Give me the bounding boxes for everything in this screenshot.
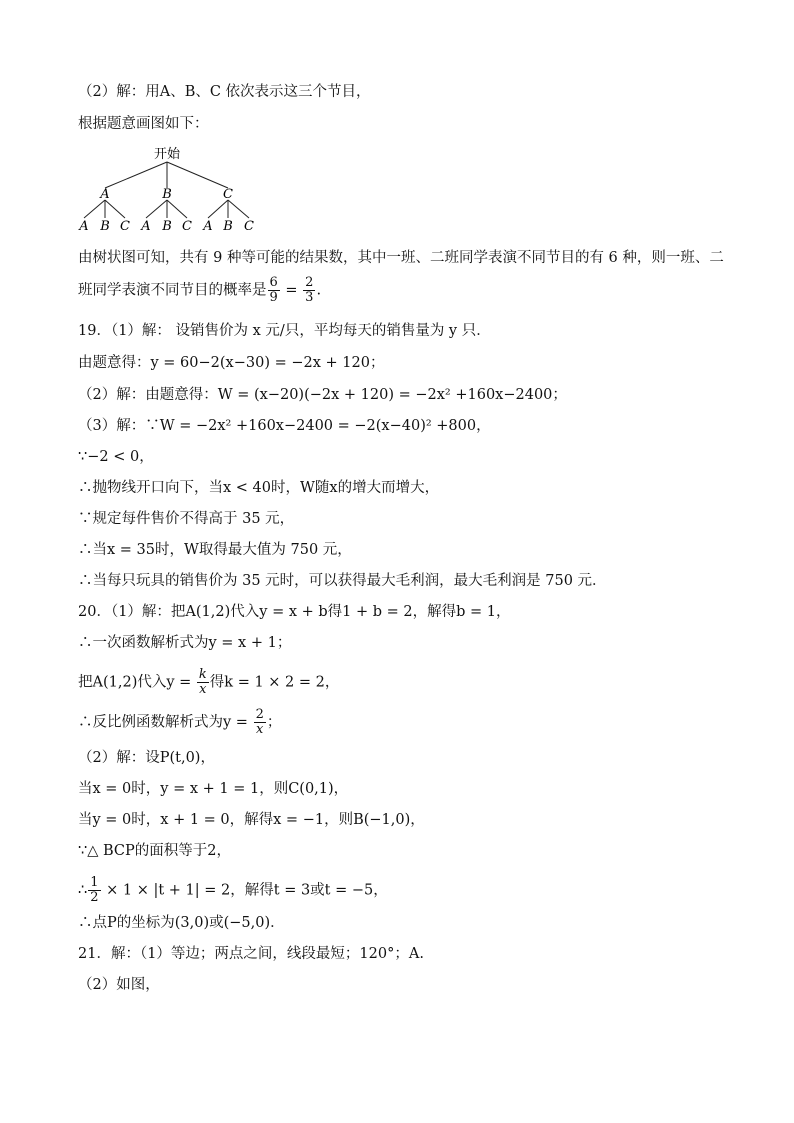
fraction-6-9: $\frac{6}{9}$ bbox=[269, 275, 278, 305]
q20-line-10: ∴点P的坐标为(3,0)或(−5,0)． bbox=[78, 915, 285, 931]
q20-line-4-suffix: ； bbox=[266, 714, 282, 731]
fraction-k-x: $\frac{k}{x}$ bbox=[198, 667, 207, 697]
q20-line-5: （2）解：设P(t,0)， bbox=[78, 750, 215, 766]
fraction-2-3: $\frac{2}{3}$ bbox=[305, 275, 314, 305]
q19-line-7: ∵规定每件售价不得高于 35 元， bbox=[78, 511, 295, 527]
q19-line-9: ∴当每只玩具的销售价为 35 元时，可以获得最大毛利润，最大毛利润是 750 元． bbox=[78, 573, 607, 589]
q19-line-2: 由题意得：y = 60−2(x−30) = −2x + 120； bbox=[78, 355, 385, 371]
q20-line-3-prefix: 把A(1,2)代入y = bbox=[78, 674, 196, 691]
q18-conclusion-prefix: 班同学表演不同节目的概率是 bbox=[78, 282, 267, 299]
fraction-2-x: $\frac{2}{x}$ bbox=[255, 707, 264, 737]
tree-l2-c3: C bbox=[244, 219, 254, 234]
q20-line-1: 20．（1）解：把A(1,2)代入y = x + b得1 + b = 2，解得b = 1， bbox=[78, 604, 511, 620]
q20-line-2: ∴一次函数解析式为y = x + 1； bbox=[78, 635, 292, 651]
q20-line-9-prefix: ∴ bbox=[78, 882, 88, 899]
q20-line-4-prefix: ∴反比例函数解析式为y = bbox=[78, 714, 253, 731]
q20-line-9-suffix: × 1 × |t + 1| = 2，解得t = 3或t = −5， bbox=[101, 882, 388, 899]
tree-l2-a3: A bbox=[203, 219, 213, 234]
tree-l1-b: B bbox=[162, 187, 172, 202]
tree-l1-a: A bbox=[100, 187, 110, 202]
period: . bbox=[316, 282, 322, 299]
q18-conclusion-2 bbox=[78, 276, 321, 305]
q19-line-6: ∴抛物线开口向下，当x < 40时，W随x的增大而增大， bbox=[78, 480, 440, 496]
equals: = bbox=[280, 282, 303, 299]
q19-line-8: ∴当x = 35时，W取得最大值为 750 元， bbox=[78, 542, 352, 558]
q20-line-9 bbox=[78, 876, 388, 905]
tree-root: 开始 bbox=[153, 147, 181, 162]
q20-line-3 bbox=[78, 668, 339, 697]
tree-diagram bbox=[70, 140, 270, 240]
q20-line-8: ∵△ BCP的面积等于2， bbox=[78, 843, 231, 859]
tree-l2-c2: C bbox=[182, 219, 192, 234]
q21-line-2: （2）如图， bbox=[78, 977, 160, 993]
q20-line-7: 当y = 0时，x + 1 = 0，解得x = −1，则B(−1,0)， bbox=[78, 812, 425, 828]
tree-l2-b3: B bbox=[223, 219, 233, 234]
q19-line-1: 19．（1）解： 设销售价为 x 元/只，平均每天的销售量为 y 只． bbox=[78, 323, 491, 339]
tree-l2-b2: B bbox=[162, 219, 172, 234]
tree-l2-b1: B bbox=[100, 219, 110, 234]
fraction-1-2: $\frac{1}{2}$ bbox=[90, 875, 99, 905]
q18-part2-intro: （2）解：用A、B、C 依次表示这三个节目， bbox=[78, 84, 371, 100]
q20-line-6: 当x = 0时，y = x + 1 = 1，则C(0,1)， bbox=[78, 781, 349, 797]
tree-l1-c: C bbox=[223, 187, 233, 202]
tree-l2-a1: A bbox=[79, 219, 89, 234]
q19-line-4: （3）解：∵W = −2x² +160x−2400 = −2(x−40)² +800， bbox=[78, 418, 491, 434]
q20-line-3-suffix: 得k = 1 × 2 = 2， bbox=[209, 674, 340, 691]
q19-line-3: （2）解：由题意得：W = (x−20)(−2x + 120) = −2x² +160x−2400； bbox=[78, 387, 567, 403]
q20-line-4 bbox=[78, 708, 281, 737]
q21-line-1: 21．解：（1）等边；两点之间，线段最短；120°；A. bbox=[78, 946, 424, 962]
tree-l2-a2: A bbox=[141, 219, 151, 234]
tree-caption: 根据题意画图如下： bbox=[78, 116, 209, 132]
q18-conclusion-1: 由树状图可知，共有 9 种等可能的结果数，其中一班、二班同学表演不同节目的有 6 种，则一班、二 bbox=[78, 250, 724, 266]
tree-l2-c1: C bbox=[120, 219, 130, 234]
q19-line-5: ∵−2 < 0， bbox=[78, 449, 154, 465]
